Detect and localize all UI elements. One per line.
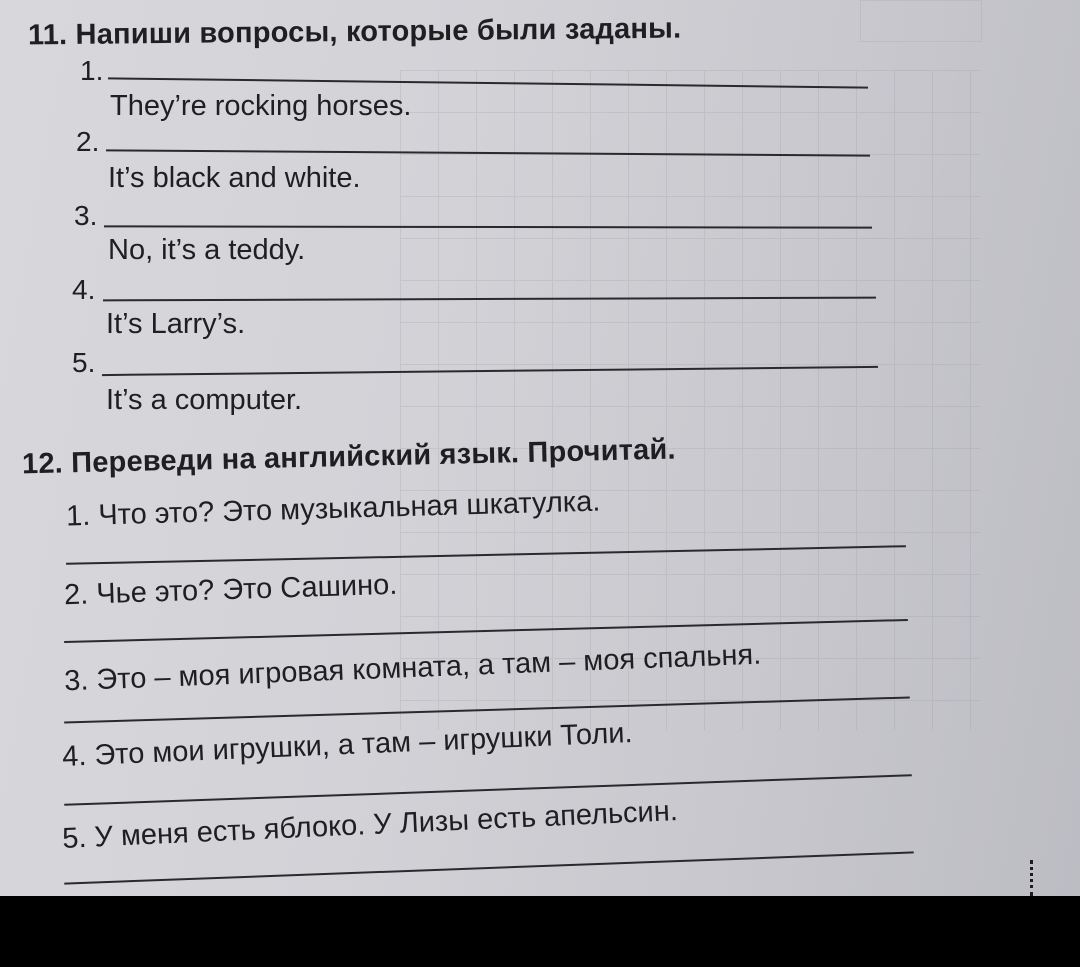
exercise-11-number-4: 4. [72,274,96,305]
page-corner-mark [1030,860,1041,896]
exercise-12-item-2: 2. Чье это? Это Сашино. [63,568,398,612]
exercise-11-number-5: 5. [72,347,96,378]
exercise-11-answer-5: It’s a computer. [106,384,303,416]
show-through-box [860,0,982,42]
photo-bottom-border [0,896,1080,967]
exercise-12-answer-line-5[interactable] [64,851,914,884]
exercise-12-heading: 12. Переведи на английский язык. Прочитай. [21,433,677,481]
exercise-11-number-1: 1. [80,55,104,86]
exercise-11-number-3: 3. [74,200,98,231]
exercise-12-item-3: 3. Это – моя игровая комната, а там – моя спальня. [63,638,762,698]
exercise-11-answer-4: It’s Larry’s. [106,308,246,340]
exercise-11-heading: 11. Напиши вопросы, которые были заданы. [27,12,682,52]
exercise-11-answer-2: It’s black and white. [108,162,361,194]
exercise-12-item-1: 1. Что это? Это музыкальная шкатулка. [65,485,601,533]
exercise-11-answer-1: They’re rocking horses. [110,90,412,122]
exercise-12-answer-line-4[interactable] [64,774,912,806]
exercise-12-item-4: 4. Это мои игрушки, а там – игрушки Толи. [61,717,634,773]
exercise-11-answer-3: No, it’s a teddy. [108,234,306,266]
exercise-11-number-2: 2. [76,126,100,157]
exercise-12-item-5: 5. У меня есть яблоко. У Лизы есть апельсин. [61,795,679,855]
